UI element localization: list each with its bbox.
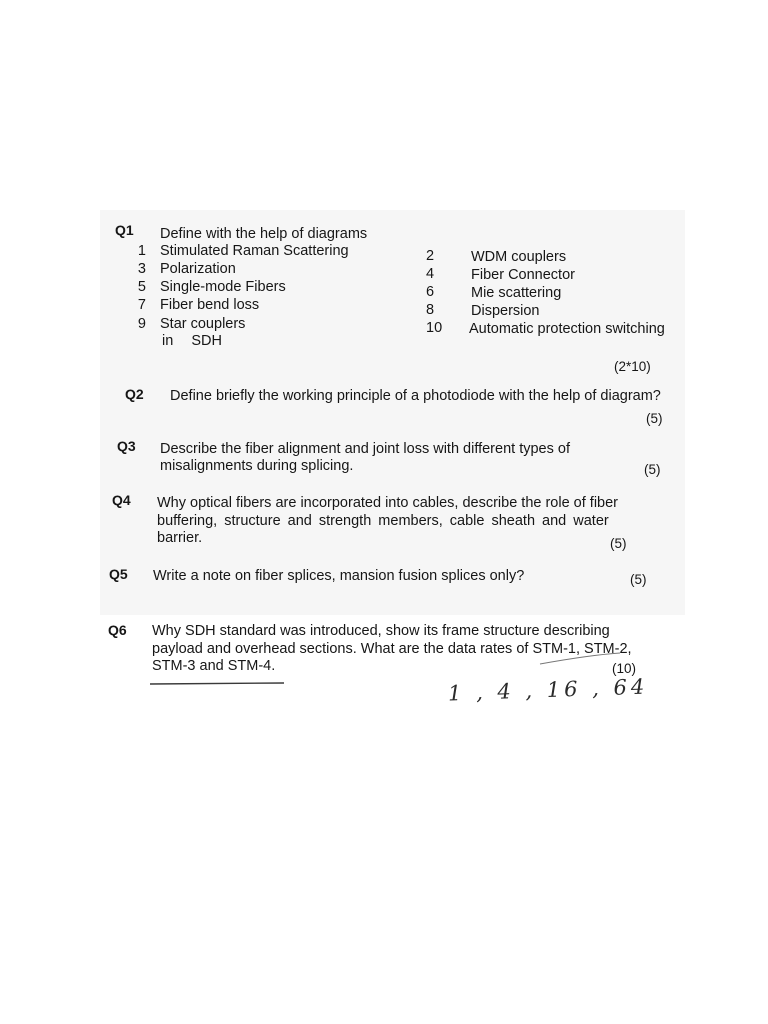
q2-marks: (5) xyxy=(646,411,663,426)
q1-item-3-num: 3 xyxy=(137,261,146,277)
q1-item-9-text: Star couplers xyxy=(160,316,246,332)
q4-label: Q4 xyxy=(112,492,131,508)
q1-item-5-num: 5 xyxy=(137,279,146,295)
q1-item-2-num: 2 xyxy=(426,248,435,264)
q1-item-10-text: Automatic protection switching xyxy=(469,321,665,337)
q2-text: Define briefly the working principle of a photodiode with the help of diagram? xyxy=(170,388,661,404)
q1-item-8-text: Dispersion xyxy=(471,303,540,319)
q4-line-2: buffering, structure and strength members, cable sheath and water xyxy=(157,513,609,529)
q6-line-1: Why SDH standard was introduced, show its frame structure describing xyxy=(152,623,610,639)
q4-line-1: Why optical fibers are incorporated into cables, describe the role of fiber xyxy=(157,495,619,511)
q4-line-3: barrier. xyxy=(157,530,203,546)
arrow-stroke xyxy=(540,653,620,664)
q1-item-7-text: Fiber bend loss xyxy=(160,297,260,313)
q1-marks: (2*10) xyxy=(614,359,651,374)
q1-item-3-text: Polarization xyxy=(160,261,236,277)
q1-item-8-num: 8 xyxy=(426,302,435,318)
q1-item-5-text: Single-mode Fibers xyxy=(160,279,286,295)
q3-line-1: Describe the fiber alignment and joint loss with different types of xyxy=(160,441,570,457)
q1-item-2-text: WDM couplers xyxy=(471,249,567,265)
q3-label: Q3 xyxy=(117,438,136,454)
q3-marks: (5) xyxy=(644,462,661,477)
q3-line-2: misalignments during splicing. xyxy=(160,458,354,474)
q1-item-6-num: 6 xyxy=(426,284,435,300)
q4-marks: (5) xyxy=(610,536,627,551)
q1-item-9-extra: in SDH xyxy=(162,333,222,349)
q1-label: Q1 xyxy=(115,222,134,238)
q6-line-3: STM-3 and STM-4. xyxy=(152,658,276,674)
q1-item-4-num: 4 xyxy=(426,266,435,282)
q2-label: Q2 xyxy=(125,386,144,402)
q1-item-9-num: 9 xyxy=(137,316,146,332)
q5-marks: (5) xyxy=(630,572,647,587)
q5-text: Write a note on fiber splices, mansion fusion splices only? xyxy=(153,568,525,584)
q1-intro: Define with the help of diagrams xyxy=(160,226,368,242)
q1-item-6-text: Mie scattering xyxy=(471,285,562,301)
q6-marks: (10) xyxy=(612,661,637,676)
q1-item-1-text: Stimulated Raman Scattering xyxy=(160,243,349,259)
q1-item-1-num: 1 xyxy=(137,243,146,259)
underline-stroke xyxy=(150,683,284,684)
q6-line-2: payload and overhead sections. What are the data rates of STM-1, STM-2, xyxy=(152,641,632,657)
q1-item-10-num: 10 xyxy=(426,320,443,336)
handwritten-note: 1 , 4 , 16 , 64 xyxy=(447,674,649,706)
q5-label: Q5 xyxy=(109,566,128,582)
q1-item-7-num: 7 xyxy=(137,297,146,313)
q1-item-4-text: Fiber Connector xyxy=(471,267,575,283)
q6-label: Q6 xyxy=(108,622,127,638)
